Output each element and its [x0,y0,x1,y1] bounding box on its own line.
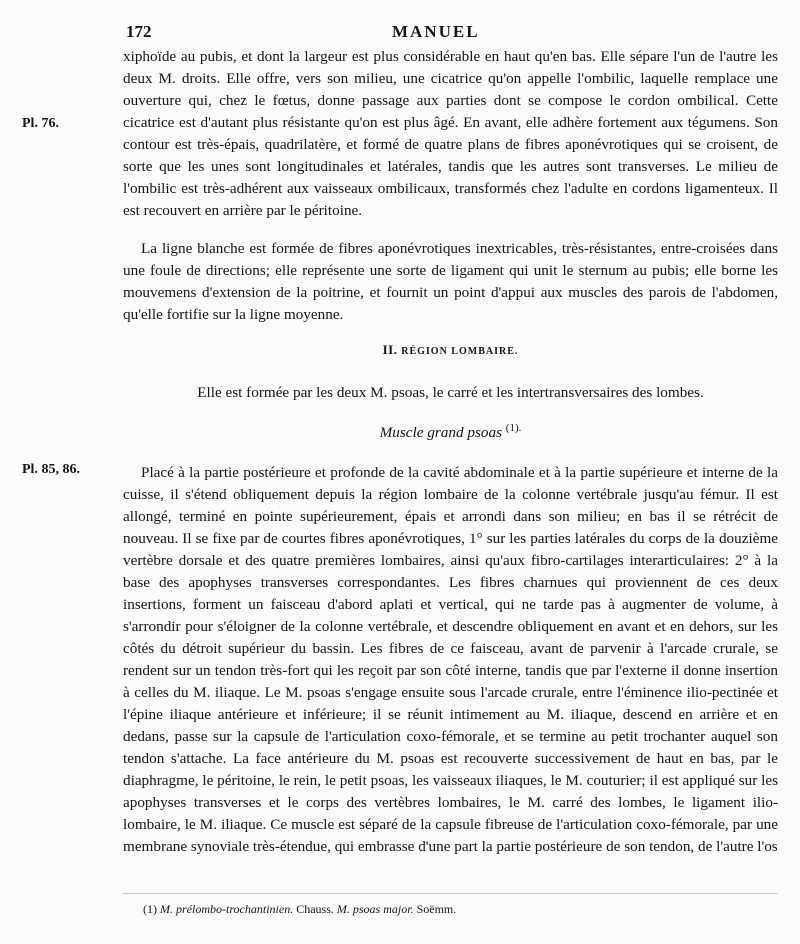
footnote-number: (1) [143,902,157,916]
synonym-2: M. psoas major. [336,902,414,916]
plate-reference: Pl. 76. [22,116,59,131]
paragraph: Placé à la partie postérieure et profonde de la cavité abdominale et à la partie supérieure et interne de la cuisse, il s'étend obliquement depuis la région lombaire de la colonne vertébrale jusqu'au fémur. Il est allongé, terminé en pointe supérieurement, épais et arrondi dans son milieu; en bas il se rétrécit de nouveau. Il se fixe par de courtes fibres aponévrotiques, 1° sur les parties latérales du corps de la douzième vertèbre dorsale et des quatre premières lombaires, ainsi qu'aux fibro-cartilages interarticulaires: 2° à la base des apophyses transverses correspondantes. Les fibres charnues qui proviennent de ces deux insertions, forment un faisceau d'abord aplati et vertical, qui ne tarde pas à augmenter de volume, à s'arrondir pour s'éloigner de la colonne vertébrale, et descendre obliquement en avant et en dehors, sur les côtés du détroit supérieur du bassin. Les fibres de ce faisceau, avant de parvenir à l'arcade crurale, se rendent sur un tendon très-fort qui les reçoit par son côté interne, tandis que par l'externe il donne insertion à celles du M. iliaque. Le M. psoas s'engage ensuite sous l'arcade crurale, entre l'éminence ilio-pectinée et l'épine iliaque antérieure et inférieure; il se réunit intimement au M. iliaque, descend en arrière et en dedans, passe sur la capsule de l'articulation coxo-fémorale, et se termine au petit trochanter auquel son tendon s'attache. La face antérieure du M. psoas est recouverte successivement de haut en bas, par le diaphragme, le péritoine, le rein, le petit psoas, les vaisseaux iliaques, le M. couturier; il est appliqué sur les apophyses transverses et le corps des vertèbres lombaires, le M. carré des lombes, le ligament ilio-lombaire, le M. iliaque. Ce muscle est séparé de la capsule fibreuse de l'articulation coxo-fémorale, par une membrane synoviale très-étendue, qui embrasse d'une part la partie postérieure de son tendon, de l'autre l'os [123,464,778,855]
footnote-marker: (1). [505,422,522,434]
text-block-psoas [123,462,778,858]
synonym-1: M. prélombo-trochantinien. [160,902,294,916]
footnote [143,902,456,917]
author-2: Soëmm. [416,902,457,916]
text-block-ligne-blanche [123,238,778,326]
paragraph: La ligne blanche est formée de fibres aponévrotiques inextricables, très-résistantes, entre-croisées dans une foule de directions; elle représente une sorte de ligament qui unit le sternum au pubis; elle borne les mouvemens d'extension de la poitrine, et fournit un point d'appui aux muscles des parois de l'abdomen, qu'elle fortifie sur la ligne moyenne. [123,240,778,323]
running-title: MANUEL [392,22,480,41]
paragraph: xiphoïde au pubis, et dont la largeur est plus considérable en haut qu'en bas. Elle sépare l'un de l'autre les deux M. droits. Elle offre, vers son milieu, une cicatrice qu'on appelle l'ombilic, laquelle remplace une ouverture qui, chez le fœtus, donne passage aux parties dont se compose le cordon ombilical. Cette cicatrice est d'autant plus résistante qu'on est plus âgé. En avant, elle adhère fortement aux tégumens. Son contour est très-épais, quadrilatère, et formé de quatre plans de fibres aponévrotiques qui se croisent, de sorte que les unes sont longitudinales et latérales, tandis que les autres sont transverses. Le milieu de l'ombilic est très-adhérent aux vaisseaux ombilicaux, transformés chez l'adulte en cordons ligamenteux. Il est recouvert en arrière par le péritoine. [123,48,778,219]
muscle-title [123,422,778,442]
section-heading [123,342,778,358]
section-intro: Elle est formée par les deux M. psoas, le carré et les intertransversaires des lombes. [197,384,704,401]
plate-reference: Pl. 85, 86. [22,462,80,477]
footnote-divider [123,893,778,894]
page-number: 172 [126,22,152,41]
running-head [126,22,666,46]
author-1: Chauss. [296,902,334,916]
section-number: II. [382,342,398,357]
text-block-ombilic [123,46,778,222]
muscle-name: Muscle grand psoas [379,424,502,442]
section-title: RÉGION LOMBAIRE. [401,346,519,357]
